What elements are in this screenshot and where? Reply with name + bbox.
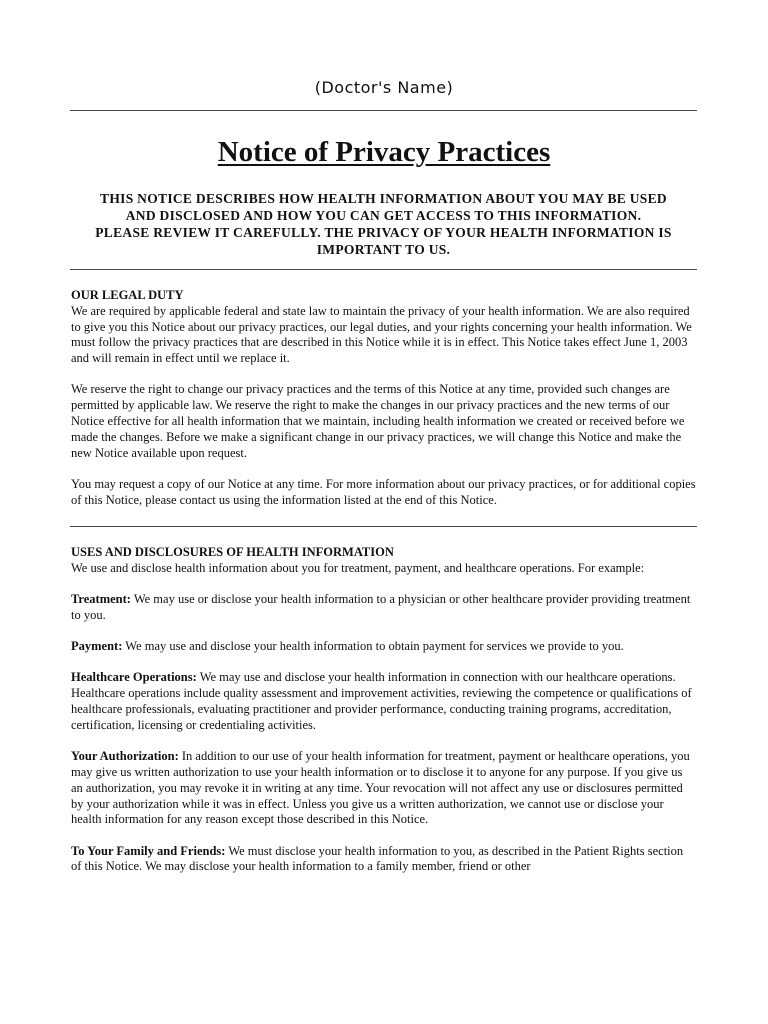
uses-item-healthcare-operations [71, 670, 696, 733]
subtitle-line: THIS NOTICE DESCRIBES HOW HEALTH INFORMATION ABOUT YOU MAY BE USED [100, 191, 667, 206]
doctor-name: (Doctor's Name) [314, 78, 454, 97]
uses-item-payment [71, 639, 696, 655]
subtitle-line: PLEASE REVIEW IT CAREFULLY. THE PRIVACY OF YOUR HEALTH INFORMATION IS [95, 225, 672, 240]
item-text: We must disclose your health information to you, as described in the Patient Rights section of this Notice. We may disclose your health information to a family member, friend or other [71, 843, 684, 874]
section-heading-legal-duty: OUR LEGAL DUTY [71, 288, 184, 302]
legal-duty-paragraph: We reserve the right to change our privacy practices and the terms of this Notice at any time, provided such changes are permitted by applicable law. We reserve the right to make the changes in our privacy practices and the new terms of our Notice effective for all health information that we maintain, including health information we created or received before we made the changes. Before we make a significant change in our privacy practices, we will change this Notice and make the new Notice available upon request. [71, 382, 685, 460]
legal-duty-paragraph: You may request a copy of our Notice at any time. For more information about our privacy practices, or for additional copies of this Notice, please contact us using the information listed at the end of this Notice. [71, 476, 696, 507]
uses-item-authorization [71, 749, 696, 828]
header-divider [70, 110, 697, 111]
page-title: Notice of Privacy Practices [217, 136, 551, 168]
subtitle-line: AND DISCLOSED AND HOW YOU CAN GET ACCESS TO THIS INFORMATION. [125, 208, 642, 223]
legal-duty-paragraph: We are required by applicable federal and state law to maintain the privacy of your health information. We are also required to give you this Notice about our privacy practices, our legal duties, and your rights concerning your health information. We must follow the privacy practices that are described in this Notice while it is in effect. This Notice takes effect June 1, 2003 and will remain in effect until we replace it. [71, 303, 692, 366]
item-label: Payment: [71, 639, 123, 654]
item-label: Treatment: [71, 592, 131, 607]
item-label: To Your Family and Friends: [71, 843, 226, 858]
section-divider [70, 526, 697, 527]
item-label: Healthcare Operations: [71, 670, 197, 685]
uses-item-family-friends [71, 844, 696, 876]
item-text: We may use and disclose your health information to obtain payment for services we provide to you. [122, 639, 624, 654]
item-text: We may use and disclose your health information in connection with our healthcare operations. Healthcare operations include quality assessment and improvement activities, reviewing the competence or qualifications of healthcare professionals, evaluating practitioner and provider performance, conducting training programs, accreditation, certification, licensing or credentialing activities. [71, 670, 692, 732]
section-heading-uses: USES AND DISCLOSURES OF HEALTH INFORMATION [71, 545, 394, 559]
subtitle-divider [70, 269, 697, 270]
legal-duty-section [71, 288, 696, 509]
item-label: Your Authorization: [71, 749, 179, 764]
uses-intro: We use and disclose health information about you for treatment, payment, and healthcare operations. For example: [71, 560, 645, 575]
notice-subtitle [70, 190, 697, 258]
uses-section [71, 545, 696, 875]
subtitle-line: IMPORTANT TO US. [316, 242, 451, 257]
item-text: We may use or disclose your health information to a physician or other healthcare provider providing treatment to you. [71, 592, 691, 622]
item-text: In addition to our use of your health information for treatment, payment or healthcare operations, you may give us written authorization to use your health information or to disclose it to anyone for any purpose. If you give us an authorization, you may revoke it in writing at any time. Your revocation will not affect any use or disclosures permitted by your authorization while it was in effect. Unless you give us a written authorization, we cannot use or disclose your health information for any reason except those described in this Notice. [71, 749, 690, 827]
uses-item-treatment [71, 592, 696, 624]
